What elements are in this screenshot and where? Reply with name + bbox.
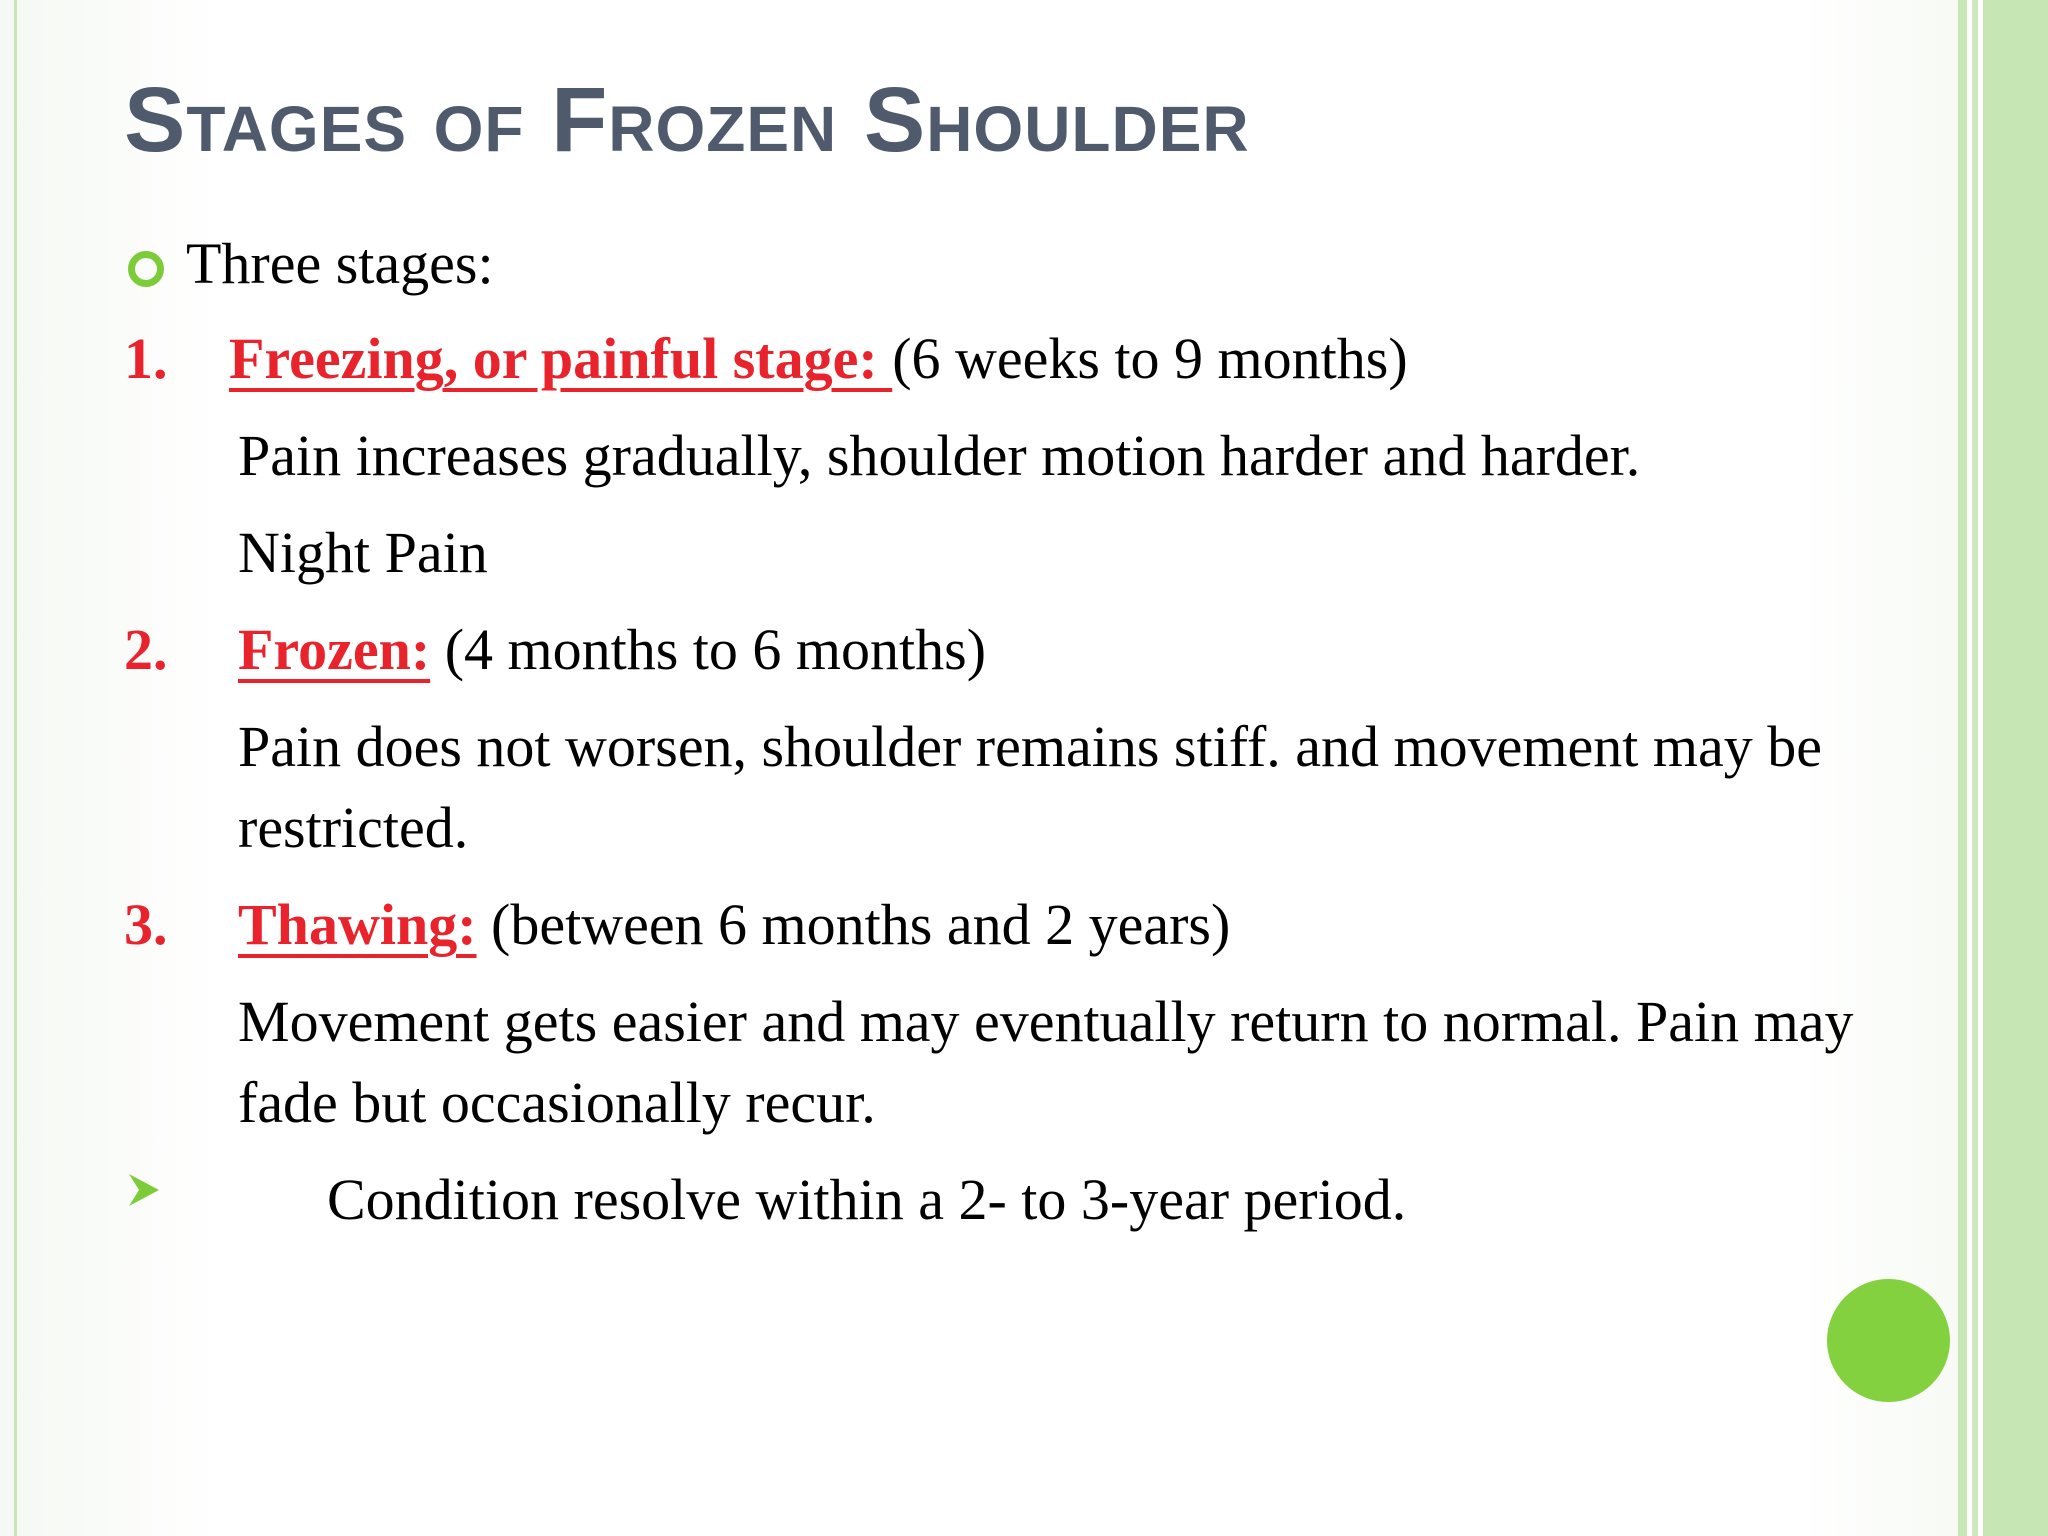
stage-1-heading	[229, 326, 1408, 392]
stage-3-name: Thawing:	[238, 892, 477, 957]
right-border-band	[1983, 0, 2048, 1536]
stage-2-detail: restricted.	[238, 795, 469, 860]
green-circle-decoration	[1827, 1279, 1950, 1402]
arrow-bullet-icon	[127, 1170, 161, 1210]
intro-text: Three stages:	[186, 231, 494, 296]
stage-2-detail: Pain does not worsen, shoulder remains stiff. and movement may be	[238, 714, 1822, 779]
stage-1-duration: (6 weeks to 9 months)	[892, 326, 1408, 391]
stage-3-number: 3.	[124, 892, 168, 957]
stage-1-detail: Pain increases gradually, shoulder motion harder and harder.	[238, 423, 1641, 488]
stage-2-heading	[238, 617, 986, 683]
stage-2-duration: (4 months to 6 months)	[430, 617, 987, 682]
stage-3-detail: fade but occasionally recur.	[238, 1070, 876, 1135]
stage-3-heading	[238, 892, 1230, 958]
slide-title: Stages of Frozen Shoulder	[124, 69, 1250, 171]
stage-1-detail: Night Pain	[238, 520, 488, 585]
stage-3-detail: Movement gets easier and may eventually return to normal. Pain may	[238, 989, 1854, 1054]
stage-1-number: 1.	[124, 326, 168, 391]
conclusion-text: Condition resolve within a 2- to 3-year period.	[327, 1167, 1407, 1232]
stage-2-name: Frozen:	[238, 617, 431, 682]
left-border-line	[14, 0, 17, 1536]
stage-2-number: 2.	[124, 617, 168, 682]
ring-bullet-icon	[128, 251, 164, 287]
stage-3-duration: (between 6 months and 2 years)	[476, 892, 1231, 957]
stage-1-name: Freezing, or painful stage:	[229, 326, 893, 391]
right-border-stripe	[1958, 0, 1967, 1536]
